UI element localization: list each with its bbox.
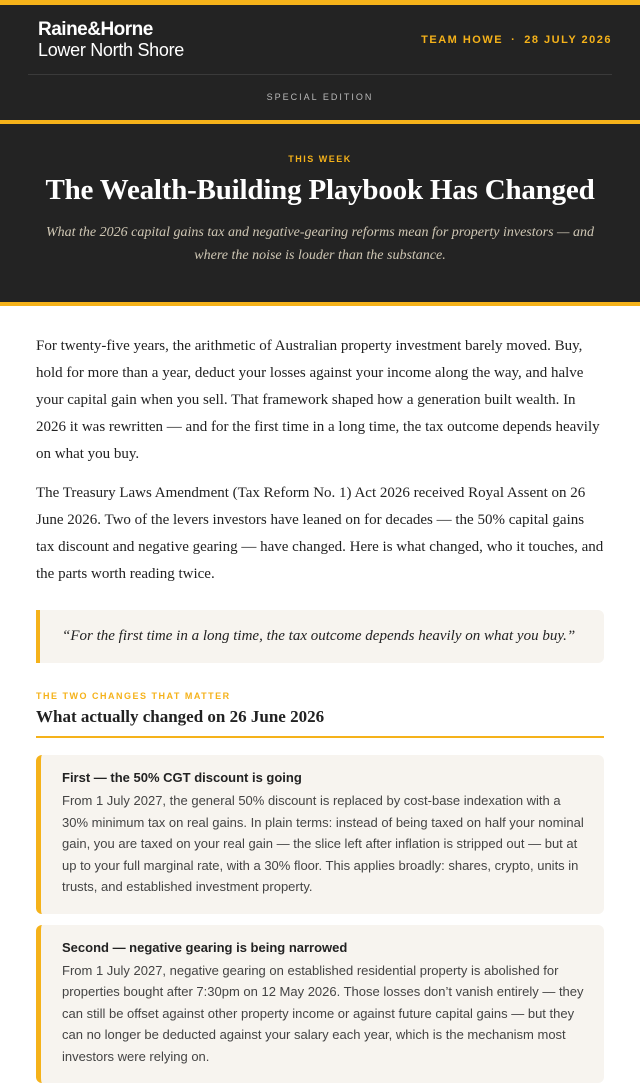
issue-date: 28 JULY 2026 (524, 33, 612, 46)
section-kicker: THE TWO CHANGES THAT MATTER (36, 691, 231, 701)
header-row (28, 5, 612, 75)
edition-label: SPECIAL EDITION (266, 92, 374, 102)
pull-quote (36, 610, 604, 663)
team-name: TEAM HOWE (421, 33, 504, 46)
header-meta (421, 34, 612, 46)
change-card-negative-gearing (36, 925, 604, 1084)
intro-paragraph-2: The Treasury Laws Amendment (Tax Reform No. 1) Act 2026 received Royal Assent on 26 June 2026. Two of the levers investors have leaned on for decades — the 50% capital gains tax discount and negative gearing — have changed. Here is what changed, who it touches, and the parts worth reading twice. (36, 485, 604, 582)
pull-quote-text: “For the first time in a long time, the tax outcome depends heavily on what you buy.” (62, 628, 576, 644)
hero-banner (0, 124, 640, 302)
section-title: What actually changed on 26 June 2026 (36, 701, 604, 738)
change-card-body: From 1 July 2027, the general 50% discount is replaced by cost-base indexation with a 30% minimum tax on real gains. In plain terms: instead of being taxed on half your nominal gain, you are taxed on your real gain — the slice left after inflation is stripped out — but at up to your full marginal rate, with a 30% floor. This applies broadly: shares, crypto, units in trusts, and established investment property. (62, 793, 584, 894)
change-card-body: From 1 July 2027, negative gearing on established residential property is abolished for properties bought after 7:30pm on 12 May 2026. Those losses don’t vanish entirely — they can still be offset against other property income or against future capital gains — but they can no longer be deducted against your salary each year, which is the mechanism most investors were relying on. (62, 962, 584, 1064)
change-card-title: Second — negative gearing is being narrowed (62, 939, 348, 955)
newsletter-header (0, 5, 640, 120)
change-card-title: First — the 50% CGT discount is going (62, 770, 302, 785)
hero-kicker: THIS WEEK (288, 154, 352, 164)
change-card-cgt (36, 755, 604, 914)
hero-title: The Wealth-Building Playbook Has Changed (45, 174, 595, 206)
brand-logo[interactable] (38, 20, 184, 59)
article-body (0, 306, 640, 1083)
logo-office: Lower North Shore (38, 40, 184, 60)
logo-wordmark: Raine&Horne (38, 19, 153, 40)
intro-paragraph-1: For twenty-five years, the arithmetic of Australian property investment barely moved. Buy, hold for more than a year, deduct your losses against your income along the way, and halve your capital gain when you sell. That framework shaped how a generation built wealth. In 2026 it was rewritten — and for the first time in a long time, the tax outcome depends heavily on what you buy. (36, 338, 600, 462)
hero-subtitle: What the 2026 capital gains tax and negative-gearing reforms mean for property investors — and where the noise is louder than the substance. (45, 225, 594, 263)
meta-separator: · (511, 33, 517, 46)
